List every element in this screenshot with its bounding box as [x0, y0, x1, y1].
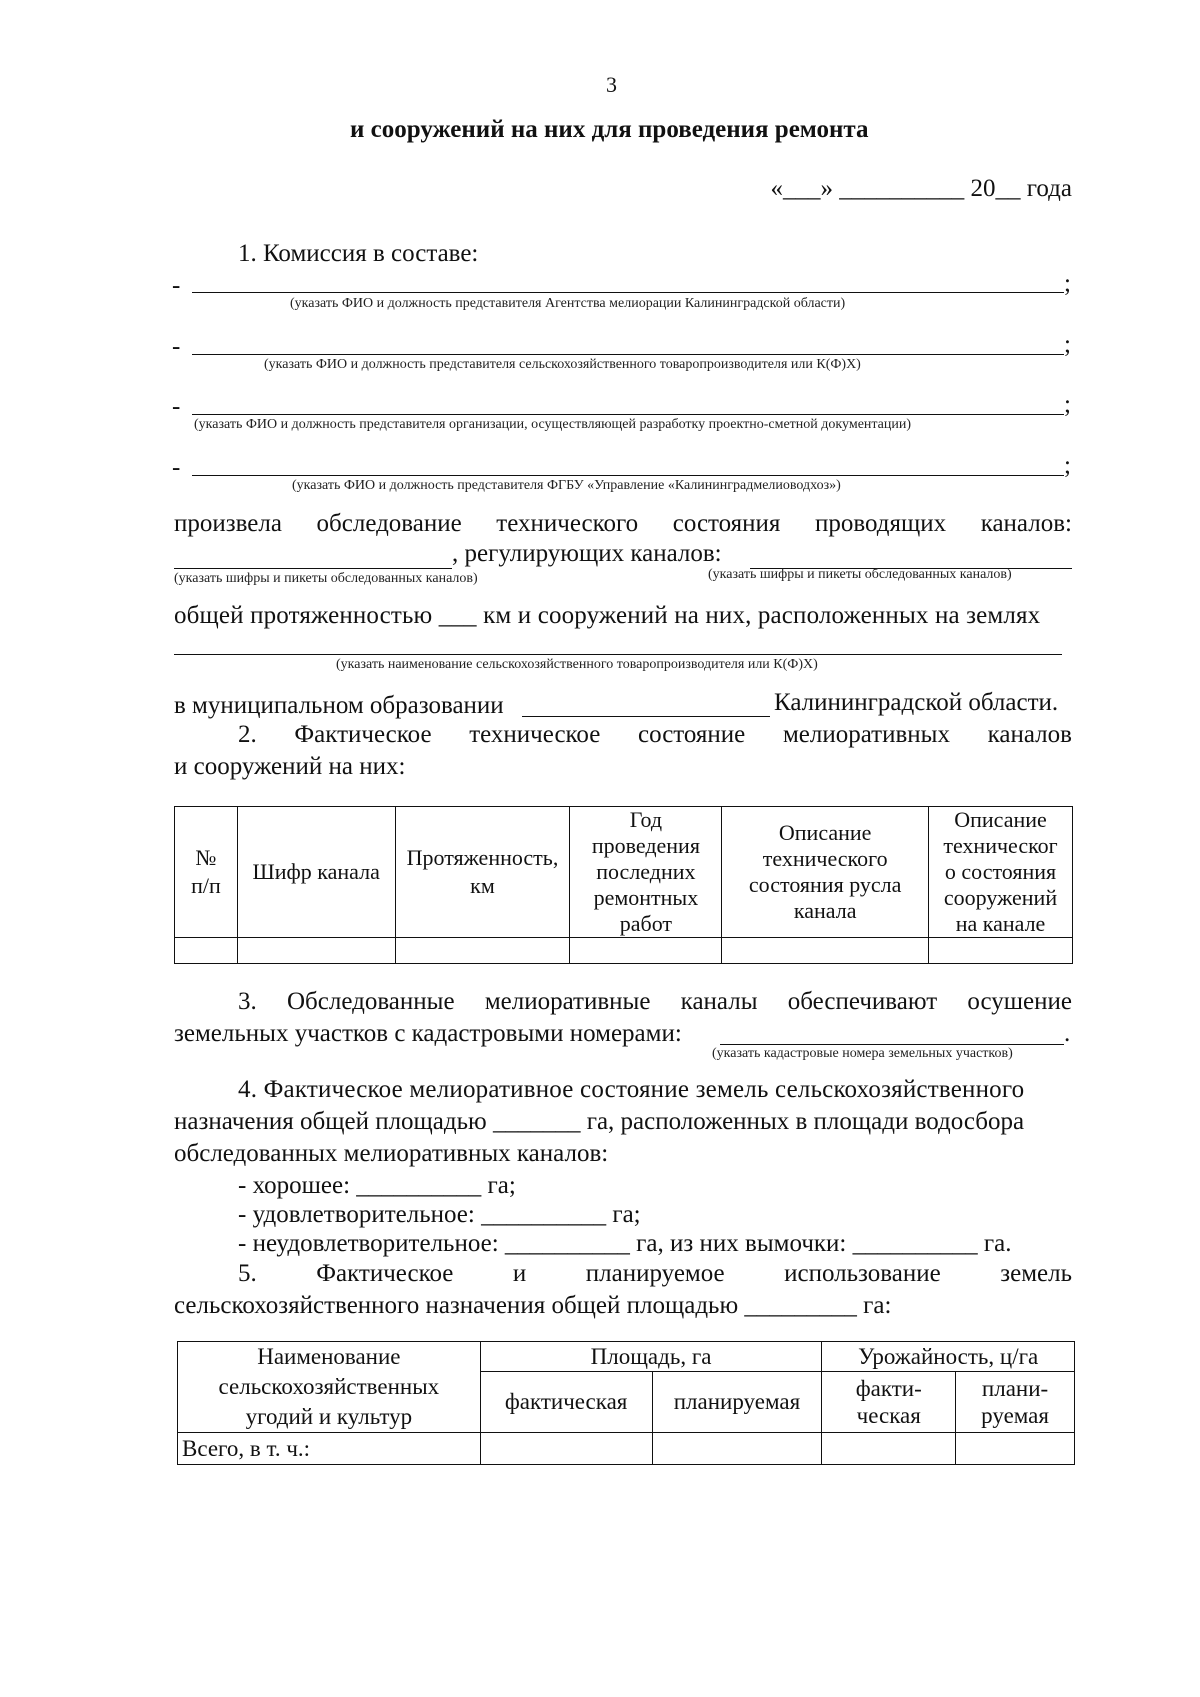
word: техническое [469, 721, 601, 748]
survey-line-1 [174, 510, 1072, 538]
member-end: ; [1064, 452, 1071, 479]
word: Фактическое [294, 721, 432, 748]
header-cell-yield-actual: факти- ческая [822, 1372, 956, 1433]
word: проводящих [814, 510, 947, 537]
municipality-label: в муниципальном образовании [174, 692, 504, 719]
state-good: - хорошее: __________ га; [238, 1172, 516, 1199]
table-cell[interactable] [722, 938, 929, 964]
member-dash: - [172, 393, 181, 420]
header-cell-area-planned: планируемая [652, 1372, 822, 1433]
land-use-table [177, 1341, 1075, 1465]
word: каналы [680, 988, 758, 1015]
header-cell-area: Площадь, га [480, 1342, 822, 1372]
table-cell[interactable] [822, 1433, 956, 1465]
page-number: 3 [606, 72, 617, 97]
section4-line-3: обследованных мелиоративных каналов: [174, 1140, 609, 1167]
member-end: ; [1064, 270, 1071, 297]
word: состояния [672, 510, 781, 537]
owner-hint: (указать наименование сельскохозяйственного товаропроизводителя или К(Ф)Х) [336, 657, 818, 672]
header-cell-code: Шифр канала [237, 807, 395, 938]
table-cell[interactable] [956, 1433, 1075, 1465]
reg-channels-hint: (указать шифры и пикеты обследованных каналов) [708, 567, 1012, 582]
word: использование [784, 1260, 941, 1287]
member-hint: (указать ФИО и должность представителя Агентства мелиорации Калининградской области) [290, 296, 846, 311]
section5-line-1 [238, 1260, 1072, 1288]
word: осушение [967, 988, 1072, 1015]
table-cell[interactable] [175, 938, 238, 964]
word: и [512, 1260, 527, 1287]
header-cell-length: Протяженность, км [395, 807, 570, 938]
table-header-row [175, 807, 1073, 938]
municipality-fill-line [522, 694, 770, 717]
word: технического [496, 510, 639, 537]
member-dash: - [172, 454, 181, 481]
word: Фактическое [316, 1260, 454, 1287]
word: каналов: [980, 510, 1072, 537]
member-hint: (указать ФИО и должность представителя сельскохозяйственного товаропроизводителя или К(Ф)Х) [264, 357, 861, 372]
member-dash: - [172, 333, 181, 360]
table-cell[interactable] [929, 938, 1073, 964]
cadastral-end: . [1064, 1020, 1071, 1047]
cadastral-fill-line [720, 1022, 1064, 1045]
word: произвела [174, 510, 282, 537]
member-end: ; [1064, 331, 1071, 358]
section3-line-1 [238, 988, 1072, 1016]
proj-channels-hint: (указать шифры и пикеты обследованных каналов) [174, 571, 478, 586]
state-satisfactory: - удовлетворительное: __________ га; [238, 1201, 641, 1228]
word: планируемое [585, 1260, 725, 1287]
word: каналов [987, 721, 1072, 748]
table-header-row [178, 1342, 1075, 1372]
table-row [178, 1433, 1075, 1465]
word: состояние [637, 721, 746, 748]
word: 3. [238, 988, 257, 1015]
channels-table [174, 806, 1073, 964]
member-dash: - [172, 272, 181, 299]
member-hint: (указать ФИО и должность представителя организации, осуществляющей разработку проектно-сметной документации) [194, 417, 912, 432]
cadastral-hint: (указать кадастровые номера земельных участков) [712, 1046, 1013, 1061]
word: мелиоративные [484, 988, 651, 1015]
header-cell-yield-planned: плани- руемая [956, 1372, 1075, 1433]
section2-line-2: и сооружений на них: [174, 753, 406, 780]
date-line: «___» __________ 20__ года [770, 175, 1072, 202]
total-row-label: Всего, в т. ч.: [178, 1433, 481, 1465]
owner-fill-line [174, 634, 1062, 655]
section2-line-1 [238, 721, 1072, 749]
header-cell-bed-condition: Описание технического состояния русла канала [722, 807, 929, 938]
region-label: Калининградской области. [774, 689, 1059, 716]
table-row [175, 938, 1073, 964]
commission-title: 1. Комиссия в составе: [238, 240, 479, 267]
proj-channels-fill-line [174, 546, 452, 569]
state-unsatisfactory: - неудовлетворительное: __________ га, из них вымочки: __________ га. [238, 1230, 1012, 1257]
reg-channels-fill-line [750, 546, 1072, 569]
word: обследование [316, 510, 462, 537]
table-cell[interactable] [480, 1433, 652, 1465]
section5-line-2: сельскохозяйственного назначения общей площадью _________ га: [174, 1292, 892, 1319]
member-end: ; [1064, 391, 1071, 418]
table-cell[interactable] [237, 938, 395, 964]
member-hint: (указать ФИО и должность представителя ФГБУ «Управление «Калининградмелиоводхоз») [292, 478, 841, 493]
table-cell[interactable] [570, 938, 722, 964]
section4-line-1: 4. Фактическое мелиоративное состояние земель сельскохозяйственного [238, 1076, 1025, 1103]
reg-channels-label: , регулирующих каналов: [452, 540, 722, 567]
header-cell-structures-condition: Описание техническог о состояния сооружений на канале [929, 807, 1073, 938]
member-fill-line [192, 455, 1064, 476]
word: обеспечивают [787, 988, 938, 1015]
member-fill-line [192, 334, 1064, 355]
header-cell-land-name: Наименование сельскохозяйственных угодий и культур [178, 1342, 481, 1433]
member-fill-line [192, 394, 1064, 415]
header-cell-repair-year: Год проведения последних ремонтных работ [570, 807, 722, 938]
cadastral-label: земельных участков с кадастровыми номерами: [174, 1020, 682, 1047]
header-cell-area-actual: фактическая [480, 1372, 652, 1433]
word: 5. [238, 1260, 257, 1287]
member-fill-line [192, 272, 1064, 293]
table-cell[interactable] [652, 1433, 822, 1465]
word: мелиоративных [782, 721, 950, 748]
page-heading: и сооружений на них для проведения ремонта [350, 116, 869, 143]
header-cell-number: № п/п [175, 807, 238, 938]
word: Обследованные [287, 988, 455, 1015]
word: земель [1000, 1260, 1072, 1287]
section4-line-2: назначения общей площадью _______ га, расположенных в площади водосбора [174, 1108, 1025, 1135]
table-cell[interactable] [395, 938, 570, 964]
survey-length-line: общей протяженностью ___ км и сооружений на них, расположенных на землях [174, 602, 1041, 629]
word: 2. [238, 721, 257, 748]
header-cell-yield: Урожайность, ц/га [822, 1342, 1075, 1372]
